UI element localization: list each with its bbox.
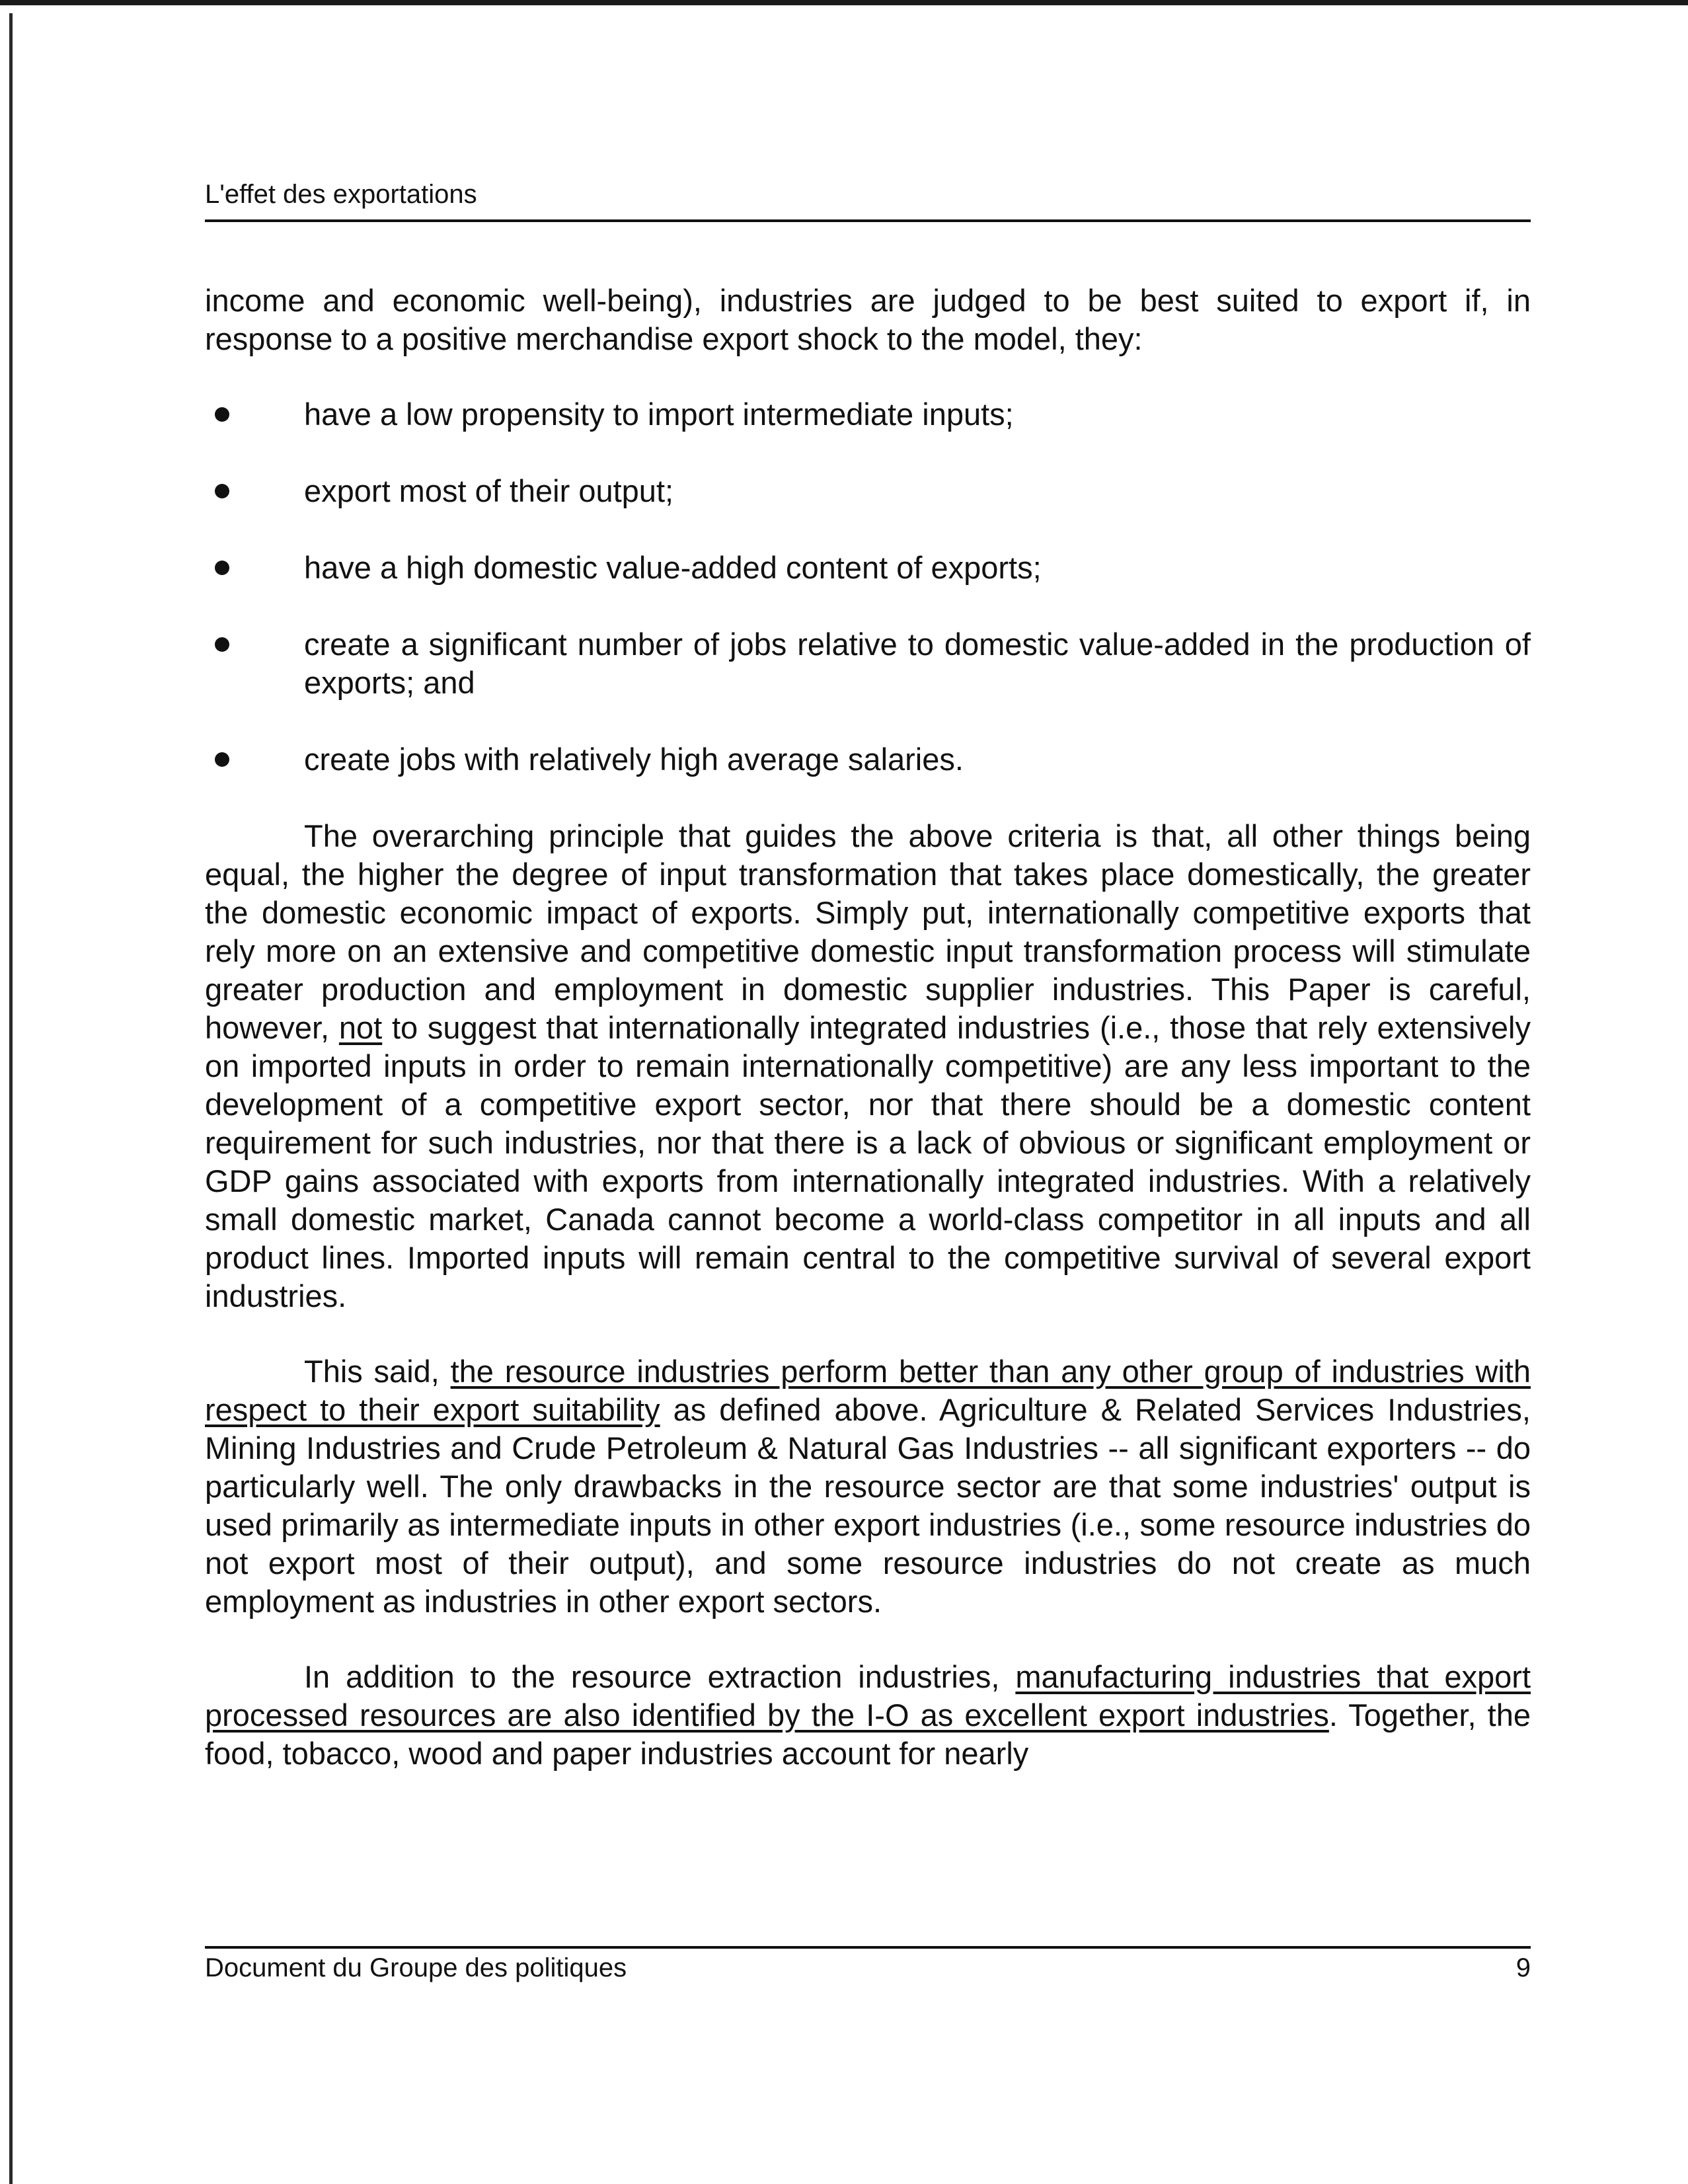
criteria-item-text: have a low propensity to import intermediate inputs; (304, 397, 1014, 432)
resource-text-1: This said, (304, 1354, 451, 1389)
manufacturing-text-1: In addition to the resource extraction industries, (304, 1659, 1016, 1694)
criteria-item-text: have a high domestic value-added content of exports; (304, 550, 1042, 585)
page-number: 9 (1515, 1953, 1531, 1982)
resource-paragraph (205, 1352, 1531, 1621)
criteria-item (205, 740, 1531, 779)
criteria-item-text: export most of their output; (304, 473, 674, 508)
scan-top-edge (0, 0, 1688, 5)
running-header: L'effet des exportations (205, 178, 1531, 222)
footer-publication: Document du Groupe des politiques (205, 1953, 627, 1982)
criteria-item (205, 625, 1531, 702)
principle-text-2: to suggest that internationally integrated industries (i.e., those that rely extensively on imported inputs in order to remain internationally competitive) are any less important to the development of a competitive export sector, nor that there should be a domestic content requirement for such industries, nor that there is a lack of obvious or significant employment or GDP gains associated with exports from internationally integrated industries. With a relatively small domestic market, Canada cannot become a world-class competitor in all inputs and all product lines. Imported inputs will remain central to the competitive survival of several export industries. (205, 1010, 1531, 1313)
principle-text-1: The overarching principle that guides the above criteria is that, all other things being equal, the higher the degree of input transformation that takes place domestically, the greater the domestic economic impact of exports. Simply put, internationally competitive exports that rely more on an extensive and competitive domestic input transformation process will stimulate greater production and employment in domestic supplier industries. This Paper is careful, however, (205, 818, 1531, 1045)
bullet-icon (215, 407, 229, 422)
bullet-icon (215, 484, 229, 498)
bullet-icon (215, 752, 229, 767)
manufacturing-text-2: . Together, the food, tobacco, wood and paper industries account for nearly (205, 1697, 1531, 1771)
resource-underlined: the resource industries perform better than any other group of industries with respect to their export suitability (205, 1354, 1531, 1427)
intro-paragraph: income and economic well-being), industries are judged to be best suited to export if, in response to a positive merchandise export shock to the model, they: (205, 283, 1531, 356)
criteria-item (205, 395, 1531, 434)
resource-text-2: as defined above. Agriculture & Related Services Industries, Mining Industries and Crude Petroleum & Natural Gas Industries -- all significant exporters -- do particularly well. The only drawbacks in the resource sector are that some industries' output is used primarily as intermediate inputs in other export industries (i.e., some resource industries do not export most of their output), and some resource industries do not create as much employment as industries in other export sectors. (205, 1392, 1531, 1619)
running-footer (205, 1946, 1531, 1983)
principle-emphasis: not (338, 1010, 383, 1045)
bullet-icon (215, 561, 229, 575)
criteria-item-text: create jobs with relatively high average salaries. (304, 742, 964, 777)
criteria-item-text: create a significant number of jobs relative to domestic value-added in the production of exports; and (304, 627, 1531, 700)
manufacturing-underlined: manufacturing industries that export processed resources are also identified by the I-O as excellent export industries (205, 1659, 1531, 1733)
criteria-item (205, 549, 1531, 587)
criteria-list (205, 395, 1531, 779)
principle-paragraph (205, 817, 1531, 1315)
manufacturing-paragraph (205, 1658, 1531, 1773)
scan-left-edge (9, 13, 13, 2184)
criteria-item (205, 472, 1531, 510)
bullet-icon (215, 637, 229, 652)
document-page (205, 178, 1531, 2029)
